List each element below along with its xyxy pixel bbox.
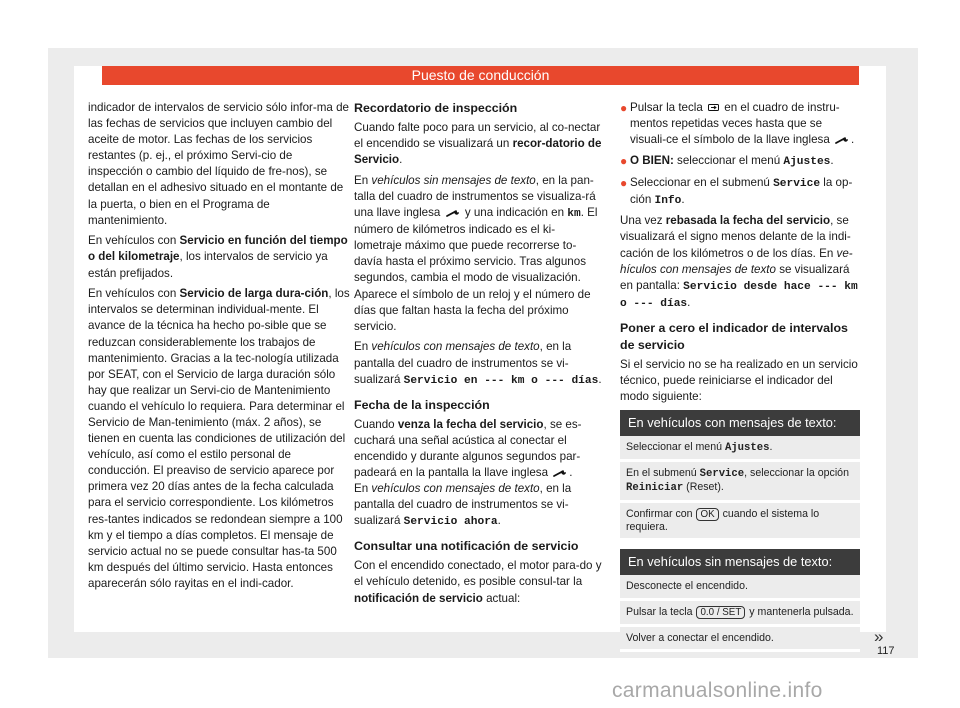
procedure-step: Desconecte el encendido. [620,575,860,601]
procedure-box-without-text [620,549,860,652]
watermark: carmanualsonline.info [612,679,823,702]
set-key: 0.0 / SET [696,606,745,619]
column-3 [620,100,860,652]
list-item: ● Seleccionar en el submenú Service la op-ción Info. [620,175,860,214]
paragraph: Con el encendido conectado, el motor para-do y el vehículo detenido, es posible consul-tar la notificación de servicio actual: [354,559,602,605]
heading-inspection-date: Fecha de la inspección [354,397,490,412]
procedure-box-with-text [620,410,860,541]
wrench-icon [446,209,460,217]
procedure-box-title: En vehículos con mensajes de texto: [620,410,860,436]
procedure-step: Seleccionar el menú Ajustes. [620,436,860,463]
paragraph: En vehículos con Servicio de larga dura-ción, los intervalos se determinan individual-mente. El avance de la técnica ha hecho po-sible que se reduzcan considerablemente los trabajos de mantenimiento. Gracias a la tec-nología utilizada por SEAT, con el Servicio de larga duración sólo hay que realizar un Servi-cio de Mantenimiento cuando el vehículo lo requiera. Para determinar el Servicio de Man-tenimiento (máx. 2 años), se tienen en cuenta las condiciones de utilización del vehículo, así como el estilo personal de conducción. El preaviso de servicio aparece por primera vez 20 días antes de la fecha calculada para el servicio correspondiente. Los kilómetros res-tantes indicados se redondean siempre a 100 km y el tiempo a días completos. El mensaje de servicio actual no se puede consultar has-ta 500 km después del último servicio. Hasta entonces aparecerán sólo rayitas en el indi-cador. [88,287,350,590]
menu-button-icon [708,103,719,112]
column-1 [88,100,350,597]
procedure-step: Pulsar la tecla 0.0 / SET y mantenerla pulsada. [620,601,860,627]
paragraph: En vehículos sin mensajes de texto, en la pan-talla del cuadro de instrumentos se visualiza-rá una llave inglesa y una indicación en km. El número de kilómetros indicado es el ki-lometraje máximo que puede recorrerse to-davía hasta el próximo servicio. Tras algunos segundos, cambia el modo de visualización. Aparece el símbolo de un reloj y el número de días que faltan hasta la fecha del próximo servicio. [354,173,598,333]
procedure-step: En el submenú Service, seleccionar la opción Reiniciar (Reset). [620,462,860,502]
heading-inspection-reminder: Recordatorio de inspección [354,101,518,115]
paragraph: Cuando venza la fecha del servicio, se es-cuchará una señal acústica al conectar el encendido y durante algunos segundos par-padeará en la pantalla la llave inglesa . En vehículos con mensajes de texto, en la pantalla del cuadro de instrumentos se vi-sualizará Servicio ahora. [354,417,582,529]
section-header: Puesto de conducción [102,66,859,85]
procedure-box-title: En vehículos sin mensajes de texto: [620,549,860,575]
column-2 [354,100,602,611]
wrench-icon [835,136,849,144]
paragraph: Si el servicio no se ha realizado en un servicio técnico, puede reiniciarse el indicador del modo siguiente: [620,357,858,404]
paragraph: Una vez rebasada la fecha del servicio, se visualizará el signo menos delante de la indi-cación de los kilómetros o de los días. En ve-hículos con mensajes de texto se visualizará en pantalla: Servicio desde hace --- km o --- días. [620,214,858,310]
paragraph: Cuando falte poco para un servicio, al co-nectar el encendido se visualizará un recor-datorio de Servicio. [354,121,602,167]
bullet-icon: ● [620,101,628,115]
procedure-step: Confirmar con OK cuando el sistema lo requiera. [620,503,860,542]
bullet-icon: ● [620,175,628,190]
list-item: ● Pulsar la tecla en el cuadro de instru-mentos repetidas veces hasta que se visuali-ce el símbolo de la llave inglesa . [620,100,860,153]
ok-key: OK [696,508,718,521]
wrench-icon [553,469,567,477]
procedure-step: Volver a conectar el encendido. [620,627,860,653]
paragraph: En vehículos con mensajes de texto, en la pantalla del cuadro de instrumentos se vi-sualizará Servicio en --- km o --- días. [354,340,602,387]
paragraph: indicador de intervalos de servicio sólo infor-ma de las fechas de servicios que incluyen cambio del aceite de motor. Las fechas de los servicios restantes (p. ej., el próximo Servi-cio de inspección o cambio del líquido de fre-nos), se detallan en el adhesivo situado en el montante de la puerta, o bien en el Programa de mantenimiento. [88,101,349,227]
bullet-icon: ● [620,153,628,168]
heading-consult-notification: Consultar una notificación de servicio [354,539,579,554]
heading-reset-indicator: Poner a cero el indicador de intervalos de servicio [620,320,848,352]
paragraph: En vehículos con Servicio en función del tiempo o del kilometraje, los intervalos de servicio ya están prefijados. [88,234,348,280]
list-item: ● O BIEN: seleccionar el menú Ajustes. [620,153,860,175]
page-number: 117 [877,645,895,657]
continue-marker: » [874,627,884,646]
